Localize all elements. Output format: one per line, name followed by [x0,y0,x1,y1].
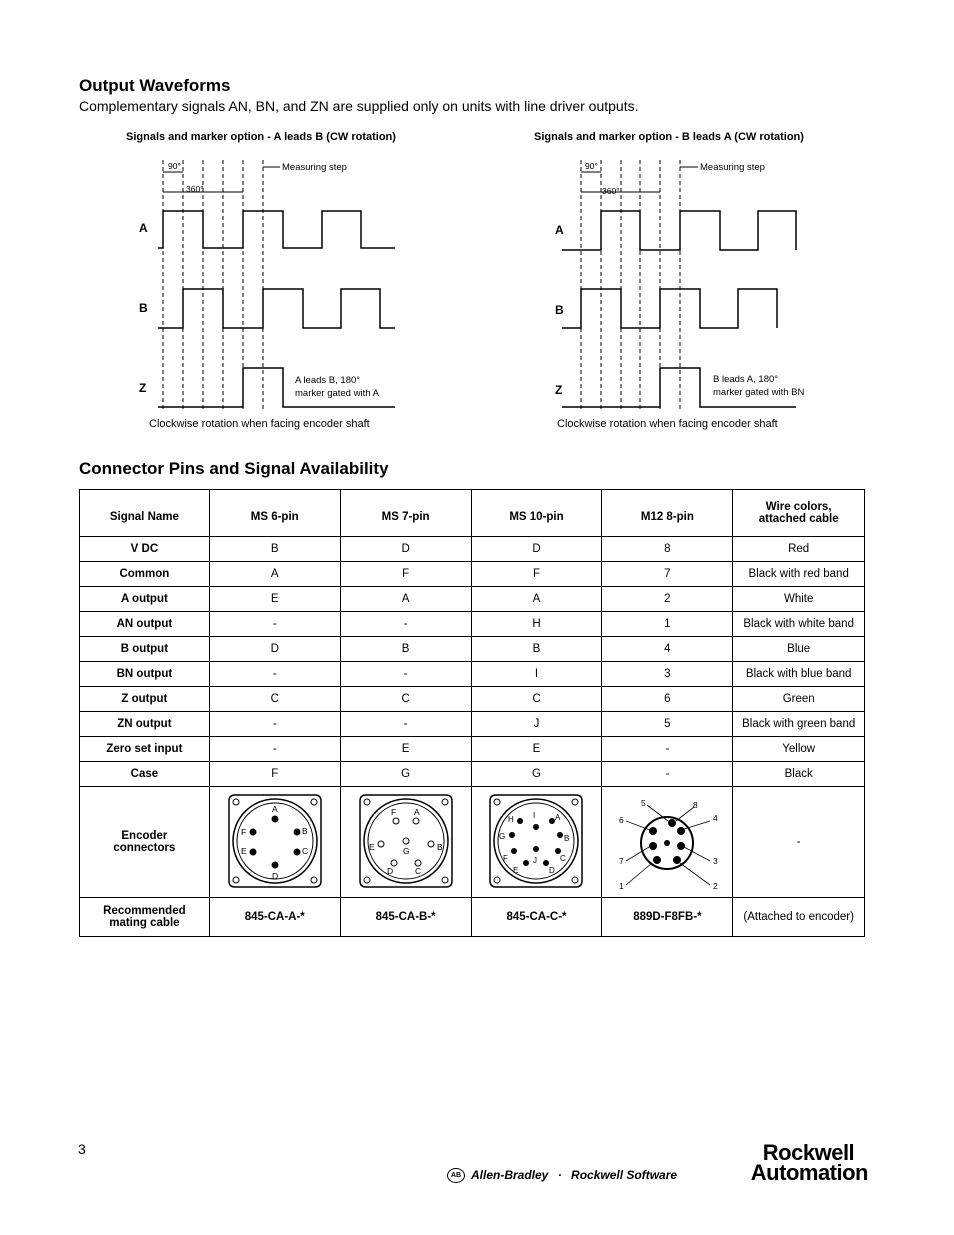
m12-connector-cell [602,787,733,898]
table-cell: 7 [602,562,733,587]
svg-text:5: 5 [641,797,647,808]
table-cell: C [340,687,471,712]
table-cell: D [471,537,602,562]
recommended-cable-row [80,898,865,937]
header-ms6: MS 6-pin [209,490,340,537]
svg-text:6: 6 [619,814,625,825]
encoder-connectors-label [80,787,210,898]
table-cell: - [602,762,733,787]
table-cell: A [209,562,340,587]
svg-text:7: 7 [619,855,625,866]
waveform-left-title: Signals and marker option - A leads B (CW rotation) [126,131,396,143]
allen-bradley-logo-icon: AB [447,1168,465,1183]
svg-text:D: D [271,870,278,881]
svg-text:3: 3 [713,855,719,866]
table-cell: - [209,662,340,687]
table-cell: - [602,737,733,762]
waveform-left-b-label: B [139,301,148,315]
table-cell: H [471,612,602,637]
table-cell: Green [733,687,865,712]
table-cell: B [471,637,602,662]
table-cell: E [471,737,602,762]
table-cell: Blue [733,637,865,662]
signal-name-cell: V DC [80,537,210,562]
svg-text:A: A [555,812,561,822]
rec-cable-m12: 889D-F8FB-* [602,898,733,937]
encoder-label-line1: Encoder [121,830,168,842]
m12-connector-drawing [612,791,722,891]
svg-text:4: 4 [713,812,719,823]
table-header-row [80,490,865,537]
table-row [80,537,865,562]
table-cell: White [733,587,865,612]
table-cell: 1 [602,612,733,637]
ms6-connector-cell [209,787,340,898]
waveform-right-caption: Clockwise rotation when facing encoder shaft [557,418,778,430]
encoder-connectors-row [80,787,865,898]
svg-text:B: B [301,825,308,836]
table-cell: I [471,662,602,687]
table-cell: B [340,637,471,662]
waveform-right-step-label: Measuring step [700,162,765,173]
svg-text:D: D [386,865,393,876]
waveform-left-a-label: A [139,221,148,235]
ra-line1: Rockwell [762,1140,855,1165]
waveform-right-a-label: A [555,223,564,237]
waveform-right-90-label: 90° [585,161,598,171]
svg-text:A: A [413,806,420,817]
brand-line [447,1168,677,1183]
waveform-left-diagram [120,150,410,420]
svg-text:H: H [508,814,515,824]
waveform-right-note-2: marker gated with BN [713,387,805,398]
table-row [80,687,865,712]
waveform-right-title: Signals and marker option - B leads A (CW rotation) [534,131,804,143]
signal-name-cell: ZN output [80,712,210,737]
table-cell: - [209,712,340,737]
table-cell: A [471,587,602,612]
svg-text:G: G [499,831,506,841]
svg-text:8: 8 [693,799,699,810]
header-ms10: MS 10-pin [471,490,602,537]
rockwell-automation-logo [750,1140,868,1185]
table-cell: E [340,737,471,762]
table-cell: - [209,737,340,762]
table-cell: C [209,687,340,712]
svg-text:E: E [368,841,375,852]
waveform-left-step-label: Measuring step [282,162,347,173]
table-row [80,662,865,687]
table-cell: 6 [602,687,733,712]
table-cell: F [471,562,602,587]
header-signal-name: Signal Name [80,490,210,537]
table-row [80,762,865,787]
table-row [80,737,865,762]
table-cell: D [340,537,471,562]
table-cell: Black [733,762,865,787]
waveform-left-90-label: 90° [168,161,181,171]
svg-text:J: J [533,855,538,865]
table-cell: B [209,537,340,562]
header-wire-colors [733,490,865,537]
rec-cable-ms6: 845-CA-A-* [209,898,340,937]
signal-name-cell: BN output [80,662,210,687]
header-m12: M12 8-pin [602,490,733,537]
recommended-cable-label [80,898,210,937]
ms10-connector-cell [471,787,602,898]
signal-name-cell: A output [80,587,210,612]
table-cell: 8 [602,537,733,562]
header-wire-colors-line2: attached cable [758,513,839,525]
svg-text:D: D [549,865,556,875]
table-row [80,587,865,612]
svg-text:2: 2 [713,880,719,891]
svg-text:C: C [301,845,308,856]
waveform-right-z-label: Z [555,383,563,397]
rec-label-line1: Recommended [103,905,186,917]
brand-rockwell-software: Rockwell Software [571,1168,678,1182]
table-cell: - [209,612,340,637]
table-cell: - [340,712,471,737]
brand-separator: · [557,1168,562,1182]
svg-text:G: G [402,845,410,856]
header-ms7: MS 7-pin [340,490,471,537]
svg-text:B: B [564,833,570,843]
table-cell: 4 [602,637,733,662]
table-cell: D [209,637,340,662]
table-cell: G [471,762,602,787]
ms10-connector-drawing [486,791,586,891]
svg-text:F: F [240,826,246,837]
brand-allen-bradley: Allen-Bradley [471,1168,549,1182]
signal-name-cell: Case [80,762,210,787]
table-cell: 5 [602,712,733,737]
table-cell: F [209,762,340,787]
signal-name-cell: Common [80,562,210,587]
table-row [80,612,865,637]
table-cell: 2 [602,587,733,612]
rec-cable-ms10: 845-CA-C-* [471,898,602,937]
waveform-right-note-1: B leads A, 180° [713,374,779,385]
signal-name-cell: Zero set input [80,737,210,762]
svg-text:E: E [240,845,247,856]
table-cell: Yellow [733,737,865,762]
table-row [80,562,865,587]
table-cell: J [471,712,602,737]
rec-label-line2: mating cable [109,917,180,929]
svg-text:I: I [533,810,536,820]
svg-text:C: C [560,853,567,863]
encoder-label-line2: connectors [113,842,176,854]
signal-name-cell: B output [80,637,210,662]
ms6-connector-drawing [225,791,325,891]
svg-text:B: B [436,841,443,852]
output-waveforms-heading: Output Waveforms [79,76,231,95]
table-cell: Black with blue band [733,662,865,687]
table-cell: 3 [602,662,733,687]
waveform-left-note-2: marker gated with A [295,388,379,399]
table-cell: F [340,562,471,587]
table-row [80,637,865,662]
signal-name-cell: Z output [80,687,210,712]
encoder-wire-cell: - [733,787,865,898]
waveform-left-360-label: 360° [186,184,204,194]
page-number: 3 [78,1141,86,1157]
ms7-connector-cell [340,787,471,898]
table-cell: G [340,762,471,787]
header-wire-colors-line1: Wire colors, [765,501,832,513]
table-cell: Black with white band [733,612,865,637]
waveform-left-z-label: Z [139,381,147,395]
table-cell: C [471,687,602,712]
connector-pins-heading: Connector Pins and Signal Availability [79,459,389,478]
svg-text:A: A [271,803,278,814]
table-cell: Black with green band [733,712,865,737]
svg-text:1: 1 [619,880,625,891]
svg-text:F: F [390,806,396,817]
ra-line2: Automation [750,1160,868,1185]
ms7-connector-drawing [356,791,456,891]
svg-text:C: C [414,865,421,876]
rec-cable-wire: (Attached to encoder) [733,898,865,937]
table-cell: - [340,662,471,687]
signal-name-cell: AN output [80,612,210,637]
waveform-left-note-1: A leads B, 180° [295,375,361,386]
waveform-right-diagram [540,150,830,420]
waveform-left-caption: Clockwise rotation when facing encoder shaft [149,418,370,430]
rec-cable-ms7: 845-CA-B-* [340,898,471,937]
waveform-right-360-label: 360° [602,186,620,196]
table-row [80,712,865,737]
waveform-right-b-label: B [555,303,564,317]
connector-pins-table [79,489,865,937]
waveforms-intro-text: Complementary signals AN, BN, and ZN are supplied only on units with line driver outputs. [79,98,639,114]
table-cell: Black with red band [733,562,865,587]
svg-text:F: F [503,853,509,863]
svg-text:E: E [513,865,519,875]
table-cell: Red [733,537,865,562]
table-cell: - [340,612,471,637]
table-cell: E [209,587,340,612]
table-cell: A [340,587,471,612]
